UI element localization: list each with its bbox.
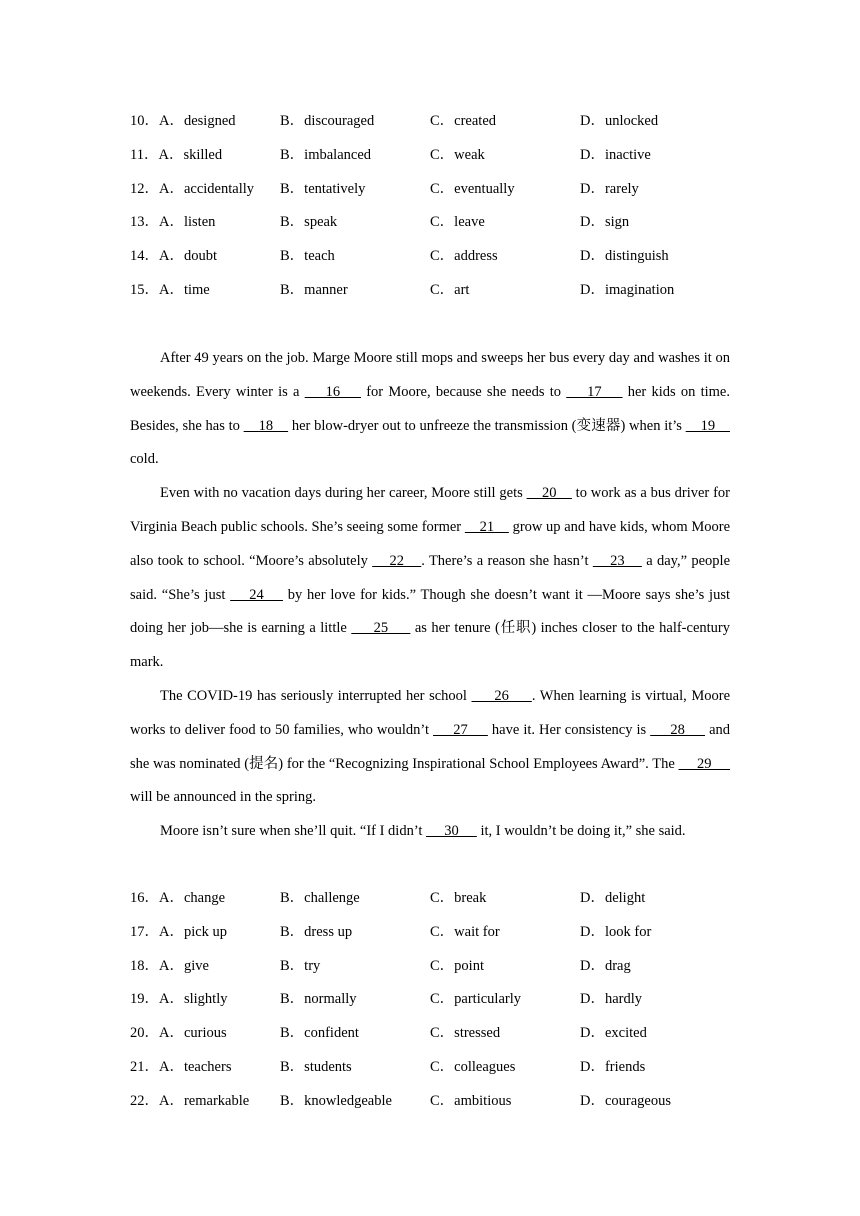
option-d: D．imagination	[580, 281, 675, 298]
option-c: C．point	[430, 957, 484, 974]
option-a: 18．A．give	[130, 957, 209, 974]
option-c: C．colleagues	[430, 1058, 516, 1075]
option-d: D．drag	[580, 957, 631, 974]
option-c: C．created	[430, 113, 497, 129]
option-c: C．wait for	[430, 923, 500, 940]
option-d: D．delight	[580, 890, 646, 906]
blank-17: 17	[566, 383, 623, 400]
option-d: D．rarely	[580, 180, 639, 197]
question-row-13	[130, 206, 740, 240]
option-b: B．dress up	[280, 923, 353, 940]
question-row-18	[130, 950, 740, 984]
option-d: D．unlocked	[580, 113, 659, 129]
option-b: B．manner	[280, 281, 348, 298]
option-c: C．ambitious	[430, 1092, 512, 1109]
option-a: 21．A．teachers	[130, 1058, 232, 1075]
option-a: 10．A．designed	[130, 113, 236, 129]
blank-28: 28	[650, 721, 706, 738]
option-d: D．friends	[580, 1058, 646, 1075]
blank-26: 26	[471, 687, 532, 704]
question-row-22	[130, 1085, 740, 1119]
option-b: B．normally	[280, 991, 357, 1008]
option-c: C．eventually	[430, 180, 515, 197]
question-row-12	[130, 173, 740, 207]
option-b: B．try	[280, 957, 321, 974]
option-d: D．sign	[580, 214, 630, 231]
reading-passage	[130, 342, 730, 849]
blank-27: 27	[433, 721, 488, 738]
option-a: 17．A．pick up	[130, 923, 228, 940]
option-c: C．leave	[430, 214, 485, 231]
option-c: C．particularly	[430, 991, 522, 1008]
option-c: C．art	[430, 281, 470, 298]
option-d: D．look for	[580, 923, 652, 940]
option-a: 15．A．time	[130, 281, 210, 298]
question-row-15	[130, 274, 740, 308]
option-d: D．excited	[580, 1025, 647, 1042]
blank-20: 20	[526, 485, 572, 502]
option-b: B．imbalanced	[280, 146, 372, 163]
option-a: 12．A．accidentally	[130, 180, 255, 197]
question-row-19	[130, 983, 740, 1017]
option-b: B．confident	[280, 1025, 359, 1042]
passage-paragraph-3: The COVID-19 has seriously interrupted her school 26 . When learning is virtual, Moore works to deliver food to 50 families, who wouldn’t 27 have it. Her consistency is 28 and she was nominated (提名) for the “Recognizing Inspirational School Employees Award”. The 29 will be announced in the spring.	[130, 687, 731, 806]
option-a: 16．A．change	[130, 890, 226, 906]
question-row-17	[130, 916, 740, 950]
option-c: C．break	[430, 890, 487, 906]
blank-19: 19	[685, 417, 730, 434]
question-row-20	[130, 1017, 740, 1051]
passage-paragraph-1: After 49 years on the job. Marge Moore still mops and sweeps her bus every day and washes it on weekends. Every winter is a 16 for Moore, because she needs to 17 her kids on time. Besides, she has to 18 her blow-dryer out to unfreeze the transmission (变速器) when it’s 19 cold.	[130, 350, 730, 468]
blank-22: 22	[372, 552, 422, 569]
option-b: B．students	[280, 1058, 352, 1075]
option-b: B．knowledgeable	[280, 1092, 392, 1109]
question-row-16	[130, 882, 740, 916]
option-a: 20．A．curious	[130, 1025, 227, 1042]
option-b: B．teach	[280, 248, 335, 265]
option-a: 11．A．skilled	[130, 146, 223, 163]
question-row-21	[130, 1051, 740, 1085]
blank-24: 24	[230, 586, 283, 603]
option-d: D．distinguish	[580, 248, 669, 265]
question-row-14	[130, 240, 740, 274]
blank-16: 16	[304, 383, 361, 400]
option-d: D．hardly	[580, 991, 643, 1008]
option-c: C．weak	[430, 146, 485, 163]
blank-18: 18	[243, 417, 289, 434]
option-a: 14．A．doubt	[130, 248, 217, 265]
option-d: D．inactive	[580, 146, 651, 163]
option-a: 19．A．slightly	[130, 991, 228, 1008]
option-b: B．tentatively	[280, 180, 366, 197]
question-row-10	[130, 105, 740, 139]
blank-30: 30	[426, 823, 477, 840]
option-a: 13．A．listen	[130, 214, 216, 231]
option-a: 22．A．remarkable	[130, 1092, 250, 1109]
passage-paragraph-2: Even with no vacation days during her career, Moore still gets 20 to work as a bus driver for Virginia Beach public schools. She’s seeing some former 21 grow up and have kids, whom Moore also took to school. “Moore’s absolutely 22 . There’s a reason she hasn’t 23 a day,” people said. “She’s just 24 by her love for kids.” Though she doesn’t want it —Moore says she’s just doing her job—she is earning a little 25 as her tenure (任职) inches closer to the half-century mark.	[130, 485, 731, 671]
option-d: D．courageous	[580, 1092, 672, 1109]
blank-21: 21	[464, 518, 509, 535]
option-c: C．stressed	[430, 1025, 501, 1042]
option-b: B．speak	[280, 214, 338, 231]
option-c: C．address	[430, 248, 498, 265]
passage-paragraph-4: Moore isn’t sure when she’ll quit. “If I didn’t 30 it, I wouldn’t be doing it,” she said.	[160, 823, 686, 840]
option-b: B．challenge	[280, 890, 360, 906]
blank-25: 25	[351, 620, 411, 637]
options-block-10-15	[130, 105, 740, 308]
blank-23: 23	[592, 552, 642, 569]
option-b: B．discouraged	[280, 113, 375, 129]
blank-29: 29	[678, 755, 731, 772]
question-row-11	[130, 139, 740, 173]
options-block-16-22	[130, 882, 740, 1119]
